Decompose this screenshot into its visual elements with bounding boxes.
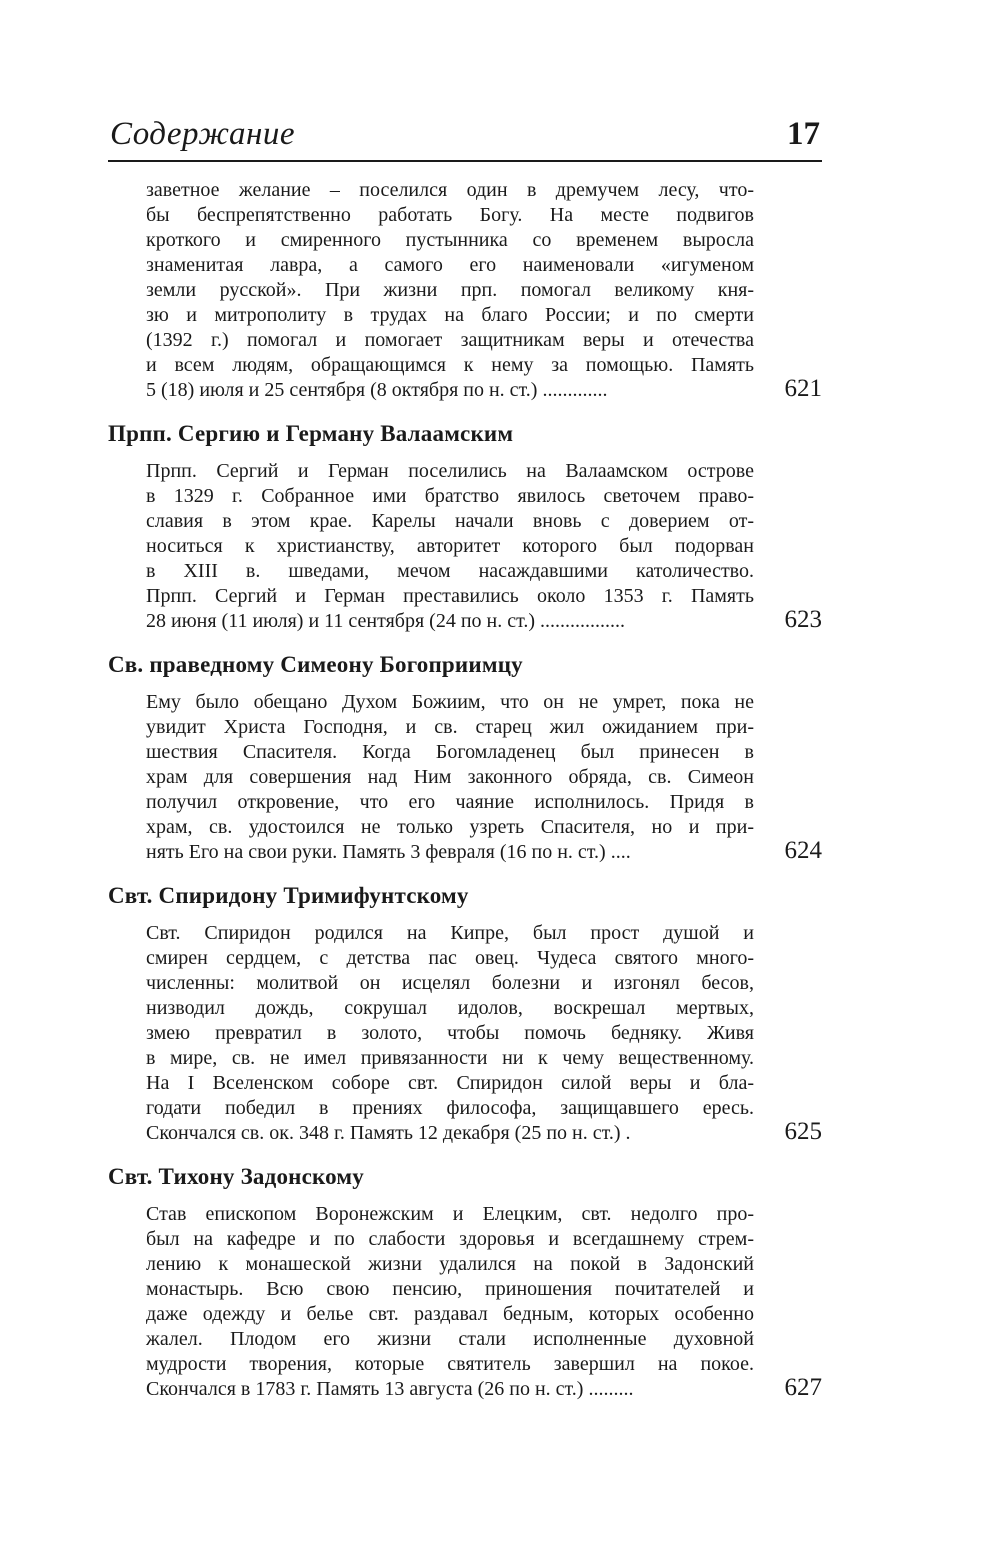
entry-page-number: 627 <box>784 1374 822 1401</box>
description-line: в мире, св. не имел привязанности ни к чему вещественному. <box>146 1047 754 1069</box>
description-line: был на кафедре и по слабости здоровья и всегдашнему стрем- <box>146 1228 754 1250</box>
description-line: носиться к христианству, авторитет которого был подорван <box>146 535 754 557</box>
description-line: монастырь. Всю свою пенсию, приношения почитателей и <box>146 1278 754 1300</box>
description-line: смирен сердцем, с детства пас овец. Чудеса святого много- <box>146 947 754 969</box>
description-line: Скончался в 1783 г. Память 13 августа (26 по н. ст.) ......... <box>146 1378 634 1400</box>
description-line: На I Вселенском соборе свт. Спиридон силой веры и бла- <box>146 1072 754 1094</box>
description-line: Свт. Спиридон родился на Кипре, был прост душой и <box>146 922 754 944</box>
toc-entry <box>108 178 822 403</box>
entry-description <box>146 1202 822 1402</box>
description-line: кроткого и смиренного пустынника со временем выросла <box>146 229 754 251</box>
description-line: славия в этом крае. Карелы начали вновь с доверием от- <box>146 510 754 532</box>
description-line: Скончался св. ок. 348 г. Память 12 декабря (25 по н. ст.) . <box>146 1122 631 1144</box>
description-line: 5 (18) июля и 25 сентября (8 октября по н. ст.) ............. <box>146 379 608 401</box>
description-line: в 1329 г. Собранное ими братство явилось светочем право- <box>146 485 754 507</box>
description-line: шествия Спасителя. Когда Богомладенец был принесен в <box>146 741 754 763</box>
entry-page-number: 621 <box>784 375 822 402</box>
description-line: и всем людям, обращающимся к нему за помощью. Память <box>146 354 754 376</box>
description-line: знаменитая лавра, а самого его наименовали «игуменом <box>146 254 754 276</box>
description-line: в XIII в. шведами, мечом насаждавшими католичество. <box>146 560 754 582</box>
entry-page-number: 625 <box>784 1118 822 1145</box>
description-line: лению к монашеской жизни удалился на покой в Задонский <box>146 1253 754 1275</box>
description-line: низводил дождь, сокрушал идолов, воскрешал мертвых, <box>146 997 754 1019</box>
description-line: нять Его на свои руки. Память 3 февраля (16 по н. ст.) .... <box>146 841 631 863</box>
entry-heading: Прпп. Сергию и Герману Валаамским <box>108 421 514 446</box>
entry-page-number: 623 <box>784 606 822 633</box>
description-line: Став епископом Воронежским и Елецким, свт. недолго про- <box>146 1203 754 1225</box>
toc-entry <box>108 881 822 1146</box>
toc-entry <box>108 650 822 865</box>
description-line: 28 июня (11 июля) и 11 сентября (24 по н. ст.) ................. <box>146 610 626 632</box>
toc-entry <box>108 1162 822 1402</box>
description-line: Прпп. Сергий и Герман преставились около 1353 г. Память <box>146 585 754 607</box>
entry-heading: Свт. Спиридону Тримифунтскому <box>108 883 469 908</box>
table-of-contents <box>108 178 822 1408</box>
description-line: жалел. Плодом его жизни стали исполненные духовной <box>146 1328 754 1350</box>
description-line: храм для совершения над Ним законного обряда, св. Симеон <box>146 766 754 788</box>
running-header <box>108 112 822 162</box>
description-line: Ему было обещано Духом Божиим, что он не умрет, пока не <box>146 691 754 713</box>
description-line: годати победил в прениях философа, защищавшего ересь. <box>146 1097 754 1119</box>
entry-page-number: 624 <box>784 837 822 864</box>
description-line: увидит Христа Господня, и св. старец жил ожиданием при- <box>146 716 754 738</box>
toc-entry <box>108 419 822 634</box>
description-line: змею превратил в золото, чтобы помочь бедняку. Живя <box>146 1022 754 1044</box>
entry-heading: Свт. Тихону Задонскому <box>108 1164 364 1189</box>
entry-description <box>146 690 822 865</box>
description-line: зю и митрополиту в трудах на благо России; и по смерти <box>146 304 754 326</box>
entry-description <box>146 921 822 1146</box>
description-line: численны: молитвой он исцелял болезни и изгонял бесов, <box>146 972 754 994</box>
description-line: бы беспрепятственно работать Богу. На месте подвигов <box>146 204 754 226</box>
description-line: мудрости творения, которые святитель завершил на покое. <box>146 1353 754 1375</box>
description-line: заветное желание – поселился один в дремучем лесу, что- <box>146 179 754 201</box>
entry-description <box>146 459 822 634</box>
running-title: Содержание <box>110 116 296 152</box>
entry-description <box>146 178 822 403</box>
entry-heading: Св. праведному Симеону Богоприимцу <box>108 652 523 677</box>
description-line: храм, св. удостоился не только узреть Спасителя, но и при- <box>146 816 754 838</box>
description-line: Прпп. Сергий и Герман поселились на Валаамском острове <box>146 460 754 482</box>
description-line: даже одежду и белье свт. раздавал бедным, которых особенно <box>146 1303 754 1325</box>
description-line: (1392 г.) помогал и помогает защитникам веры и отечества <box>146 329 754 351</box>
description-line: земли русской». При жизни прп. помогал великому кня- <box>146 279 754 301</box>
description-line: получил откровение, что его чаяние исполнилось. Придя в <box>146 791 754 813</box>
page-number: 17 <box>787 116 820 152</box>
